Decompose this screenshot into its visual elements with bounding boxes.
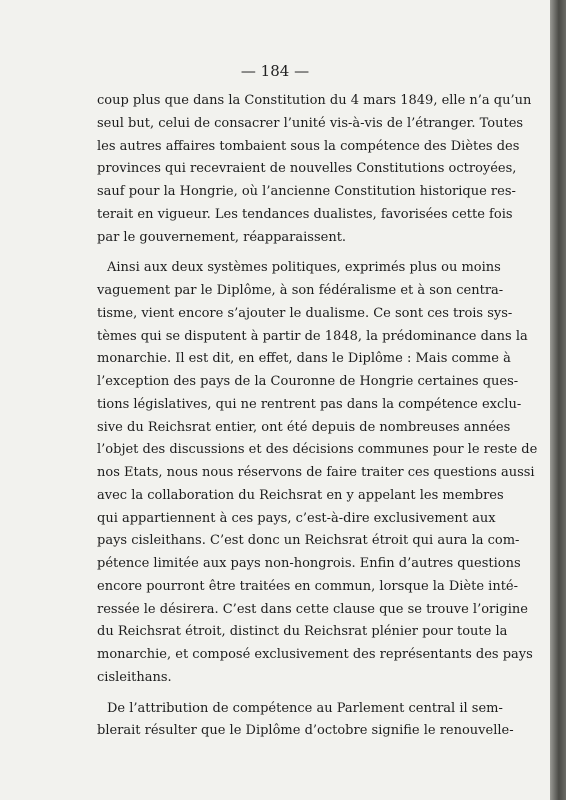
text-line: nos Etats, nous nous réservons de faire traiter ces questions aussi	[97, 465, 535, 480]
text-line: par le gouvernement, réapparaissent.	[97, 229, 347, 245]
page-number: — 184 —	[240, 62, 310, 80]
text-line: qui appartiennent à ces pays, c’est-à-dire exclusivement aux	[97, 510, 496, 526]
text-line: l’objet des discussions et des décisions communes pour le reste de	[97, 442, 538, 458]
text-line: terait en vigueur. Les tendances dualistes, favorisées cette fois	[97, 206, 513, 222]
text-line: pays cisleithans. C’est donc un Reichsrat étroit qui aura la com-	[97, 533, 520, 549]
text-line: avec la collaboration du Reichsrat en y appelant les membres	[97, 487, 504, 503]
text-line: sauf pour la Hongrie, où l’ancienne Constitution historique res-	[97, 184, 516, 199]
text-line: ressée le désirera. C’est dans cette clause que se trouve l’origine	[97, 601, 528, 617]
book-spine-shadow	[550, 0, 566, 800]
text-line: cisleithans.	[97, 669, 172, 685]
text-line: provinces qui recevraient de nouvelles Constitutions octroyées,	[97, 161, 517, 177]
text-line: blerait résulter que le Diplôme d’octobre signifie le renouvelle-	[97, 723, 514, 739]
paragraph	[97, 698, 514, 744]
text-line: seul but, celui de consacrer l’unité vis-à-vis de l’étranger. Toutes	[97, 115, 524, 131]
text-line: pétence limitée aux pays non-hongrois. Enfin d’autres questions	[97, 556, 521, 571]
text-line: l’exception des pays de la Couronne de Hongrie certaines ques-	[97, 374, 519, 389]
page-body-text	[97, 90, 538, 743]
paragraph	[97, 257, 538, 689]
text-line: du Reichsrat étroit, distinct du Reichsrat plénier pour toute la	[97, 624, 508, 640]
paragraph	[97, 90, 532, 249]
text-line: Ainsi aux deux systèmes politiques, exprimés plus ou moins	[107, 260, 501, 276]
text-line: tèmes qui se disputent à partir de 1848, la prédominance dans la	[97, 328, 528, 344]
text-line: De l’attribution de compétence au Parlement central il sem-	[107, 700, 503, 716]
text-line: tisme, vient encore s’ajouter le dualisme. Ce sont ces trois sys-	[97, 305, 513, 321]
text-line: tions législatives, qui ne rentrent pas dans la compétence exclu-	[97, 396, 522, 412]
text-line: vaguement par le Diplôme, à son fédéralisme et à son centra-	[97, 283, 504, 298]
text-line: les autres affaires tombaient sous la compétence des Diètes des	[97, 138, 520, 154]
text-line: encore pourront être traitées en commun, lorsque la Diète inté-	[97, 578, 519, 594]
text-line: sive du Reichsrat entier, ont été depuis de nombreuses années	[97, 419, 511, 435]
text-line: monarchie, et composé exclusivement des représentants des pays	[97, 647, 533, 662]
text-line: coup plus que dans la Constitution du 4 mars 1849, elle n’a qu’un	[97, 93, 532, 108]
text-line: monarchie. Il est dit, en effet, dans le Diplôme : Mais comme à	[97, 351, 511, 367]
